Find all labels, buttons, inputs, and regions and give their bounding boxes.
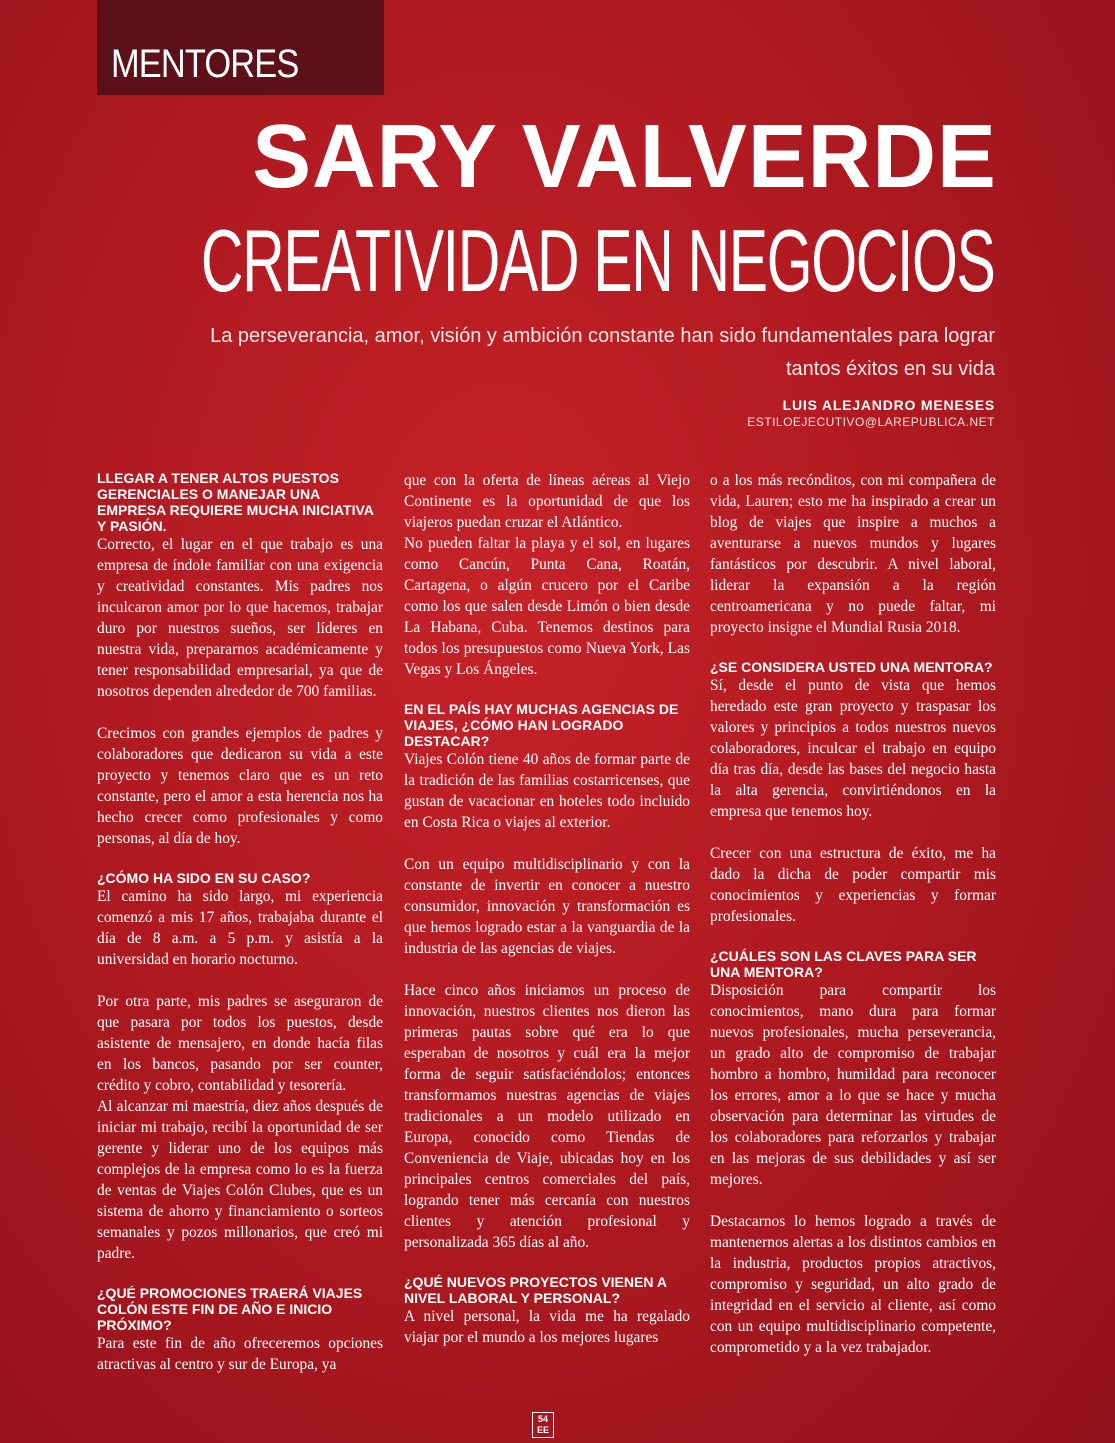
paragraph: No pueden faltar la playa y el sol, en lugares como Cancún, Punta Cana, Roatán, Cartagena, o algún crucero por el Caribe como los que salen desde Limón o bien desde La Habana, Cuba. Tenemos destinos para todos los presupuestos como Nueva York, Las Vegas y Los Ángeles. — [404, 535, 690, 678]
paragraph: Crecimos con grandes ejemplos de padres y colaboradores que dedicaron su vida a este proyecto y tenemos claro que es un reto constante, pero el amor a esta herencia nos ha hecho crecer como profesionales y como personas, al día de hoy. — [97, 725, 383, 847]
paragraph: que con la oferta de líneas aéreas al Viejo Continente es la oportunidad de que los viajeros puedan cruzar el Atlántico. — [404, 472, 690, 531]
page-number: 54 — [537, 1414, 548, 1424]
text-column-2 — [404, 470, 690, 1348]
author-email: ESTILOEJECUTIVO@LAREPUBLICA.NET — [747, 415, 995, 429]
text-column-3 — [710, 470, 996, 1358]
page-number-badge — [532, 1412, 554, 1438]
paragraph: Destacarnos lo hemos logrado a través de mantenernos alertas a los distintos cambios en la industria, productos propios atractivos, compromiso y seguridad, un alto grado de integridad en el servicio al cliente, así como con un equipo multidisciplinario competente, comprometido y a la vez trabajador. — [710, 1213, 996, 1356]
byline — [747, 396, 995, 430]
article-title: SARY VALVERDE — [252, 107, 997, 207]
question-heading: ¿CÓMO HA SIDO EN SU CASO? — [97, 870, 311, 886]
paragraph: Con un equipo multidisciplinario y con la constante de invertir en conocer a nuestro consumidor, innovación y transformación es que hemos logrado estar a la vanguardia de la industria de las agencias de viajes. — [404, 856, 690, 957]
question-heading: ¿CUÁLES SON LAS CLAVES PARA SER UNA MENTORA? — [710, 948, 977, 980]
paragraph: Por otra parte, mis padres se aseguraron de que pasara por todos los puestos, desde asistente de mensajero, en donde hacía filas en los bancos, pasando por ser counter, crédito y cobro, contabilidad y tesorería. — [97, 993, 383, 1094]
paragraph: Al alcanzar mi maestría, diez años después de iniciar mi trabajo, recibí la oportunidad de ser gerente y liderar uno de los equipos más complejos de la empresa como lo es la fuerza de ventas de Viajes Colón Clubes, que es un sistema de ahorro y financiamiento o sorteos semanales y pozos millonarios, que creó mi padre. — [97, 1098, 383, 1262]
author-name: LUIS ALEJANDRO MENESES — [782, 397, 995, 413]
section-label: MENTORES — [111, 42, 299, 86]
paragraph: A nivel personal, la vida me ha regalado viajar por el mundo a los mejores lugares — [404, 1308, 690, 1346]
paragraph: El camino ha sido largo, mi experiencia comenzó a mis 17 años, trabajaba durante el día de 8 a.m. a 5 p.m. y asistía a la universidad en horario nocturno. — [97, 888, 383, 968]
question-heading: LLEGAR A TENER ALTOS PUESTOS GERENCIALES O MANEJAR UNA EMPRESA REQUIERE MUCHA INICIATIVA Y PASIÓN. — [97, 470, 374, 534]
paragraph: Sí, desde el punto de vista que hemos heredado este gran proyecto y traspasar los valores y principios a todos nuestros nuevos colaboradores, inculcar el trabajo en equipo día tras día, desde las bases del negocio hasta la alta gerencia, convirtiéndonos en la empresa que tenemos hoy. — [710, 677, 996, 820]
page-mark: EE — [536, 1425, 549, 1435]
paragraph: Hace cinco años iniciamos un proceso de innovación, nuestros clientes nos dieron las primeras pautas sobre qué era lo que esperaban de nosotros y cuál era la mejor forma de seguir satisfaciéndolos; entonces transformamos nuestras agencias de viajes tradicionales a un modelo utilizado en Europa, conocido como Tiendas de Conveniencia de Viaje, ubicadas hoy en los principales centros comerciales del país, logrando tener más cercanía con nuestros clientes y atención profesional y personalizada 365 días al año. — [404, 982, 690, 1251]
question-heading: ¿QUÉ NUEVOS PROYECTOS VIENEN A NIVEL LABORAL Y PERSONAL? — [404, 1274, 667, 1306]
paragraph: Para este fin de año ofreceremos opciones atractivas al centro y sur de Europa, ya — [97, 1335, 383, 1373]
paragraph: Crecer con una estructura de éxito, me ha dado la dicha de poder compartir mis conocimientos y experiencias y formar profesionales. — [710, 845, 996, 925]
paragraph: Viajes Colón tiene 40 años de formar parte de la tradición de las familias costarricenses, que gustan de vacacionar en hoteles todo incluido en Costa Rica o viajes al exterior. — [404, 751, 690, 831]
paragraph: Correcto, el lugar en el que trabajo es una empresa de índole familiar con una exigencia y creatividad constantes. Mis padres nos inculcaron amor por lo que hacemos, trabajar duro por nuestros sueños, ser líderes en nuestra vida, prepararnos académicamente y tener responsabilidad empresarial, ya que de nosotros dependen alrededor de 700 familias. — [97, 536, 383, 700]
text-column-1 — [97, 470, 383, 1375]
paragraph: o a los más recónditos, con mi compañera de vida, Lauren; esto me ha inspirado a crear un blog de viajes que inspire a muchos a aventurarse a nuevos mundos y lugares fantásticos por descubrir. A nivel laboral, liderar la expansión a la región centroamericana y no puede faltar, mi proyecto insigne el Mundial Rusia 2018. — [710, 472, 996, 636]
paragraph: Disposición para compartir los conocimientos, mano dura para formar nuevos profesionales, mucha perseverancia, un grado alto de compromiso de trabajar hombro a hombro, humildad para reconocer los errores, amor a lo que se hace y mucha observación para determinar las virtudes de los colaboradores para reforzarlos y trabajar en las mejoras de sus debilidades y así ser mejores. — [710, 982, 996, 1188]
article-subtitle: CREATIVIDAD EN NEGOCIOS — [201, 211, 995, 310]
question-heading: ¿SE CONSIDERA USTED UNA MENTORA? — [710, 659, 993, 675]
article-deck: La perseverancia, amor, visión y ambición constante han sido fundamentales para lograr tantos éxitos en su vida — [210, 325, 995, 380]
section-tag — [97, 0, 384, 95]
question-heading: ¿QUÉ PROMOCIONES TRAERÁ VIAJES COLÓN ESTE FIN DE AÑO E INICIO PRÓXIMO? — [97, 1285, 363, 1333]
question-heading: EN EL PAÍS HAY MUCHAS AGENCIAS DE VIAJES, ¿CÓMO HAN LOGRADO DESTACAR? — [404, 701, 679, 749]
